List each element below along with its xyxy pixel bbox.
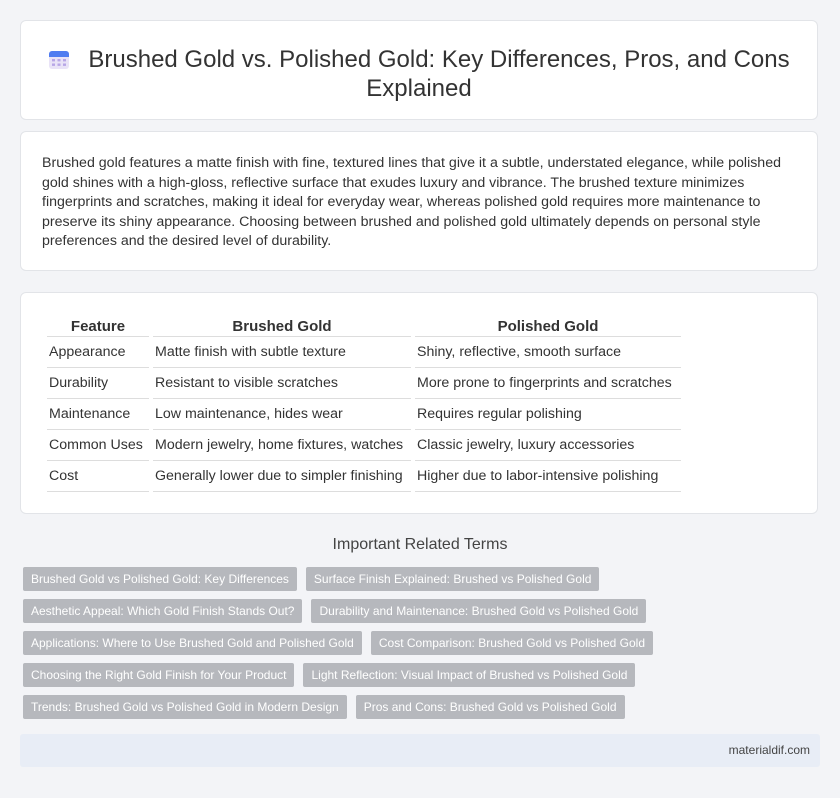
table-cell: Low maintenance, hides wear [153,399,411,430]
related-terms-title: Important Related Terms [332,536,508,553]
related-term-tag[interactable]: Applications: Where to Use Brushed Gold and Polished Gold [23,631,362,655]
table-row [47,461,681,492]
table-cell: Resistant to visible scratches [153,368,411,399]
table-cell: More prone to fingerprints and scratches [415,368,681,399]
related-term-tag[interactable]: Pros and Cons: Brushed Gold vs Polished Gold [356,695,625,719]
page-title: Brushed Gold vs. Polished Gold: Key Differences, Pros, and Cons Explained [88,46,790,102]
table-cell: Requires regular polishing [415,399,681,430]
table-header: Brushed Gold [153,315,411,337]
related-term-tag[interactable]: Durability and Maintenance: Brushed Gold vs Polished Gold [311,599,646,623]
related-term-tag[interactable]: Brushed Gold vs Polished Gold: Key Differences [23,567,297,591]
table-cell: Appearance [47,337,149,368]
intro-card [20,131,818,271]
table-cell: Maintenance [47,399,149,430]
intro-text: Brushed gold features a matte finish with fine, textured lines that give it a subtle, understated elegance, while polished gold shines with a high-gloss, reflective surface that exudes luxury and vibrance. The brushed texture minimizes fingerprints and scratches, making it ideal for everyday wear, whereas polished gold requires more maintenance to preserve its shiny appearance. Choosing between brushed and polished gold ultimately depends on personal style preferences and the desired level of durability. [42,155,781,249]
table-header: Polished Gold [415,315,681,337]
page-title-wrap [21,45,817,103]
table-row [47,399,681,430]
table-row [47,430,681,461]
tag-row [23,631,823,655]
table-cell: Generally lower due to simpler finishing [153,461,411,492]
table-cell: Cost [47,461,149,492]
table-cell: Higher due to labor-intensive polishing [415,461,681,492]
table-row [47,368,681,399]
table-row [47,337,681,368]
table-header: Feature [47,315,149,337]
related-term-tag[interactable]: Surface Finish Explained: Brushed vs Polished Gold [306,567,599,591]
table-cell: Matte finish with subtle texture [153,337,411,368]
table-cell: Modern jewelry, home fixtures, watches [153,430,411,461]
header-card [20,20,818,120]
comparison-table [43,315,685,492]
table-cell: Shiny, reflective, smooth surface [415,337,681,368]
related-terms-list [23,567,823,727]
related-term-tag[interactable]: Light Reflection: Visual Impact of Brushed vs Polished Gold [303,663,635,687]
table-cell: Durability [47,368,149,399]
related-term-tag[interactable]: Aesthetic Appeal: Which Gold Finish Stands Out? [23,599,302,623]
related-term-tag[interactable]: Cost Comparison: Brushed Gold vs Polished Gold [371,631,653,655]
tag-row [23,599,823,623]
table-cell: Classic jewelry, luxury accessories [415,430,681,461]
table-cell: Common Uses [47,430,149,461]
tag-row [23,663,823,687]
tag-row [23,695,823,719]
comparison-card [20,292,818,514]
calendar-icon [48,48,70,70]
related-term-tag[interactable]: Choosing the Right Gold Finish for Your Product [23,663,294,687]
footer [20,734,820,767]
table-header-row [47,315,681,337]
footer-site-link[interactable]: materialdif.com [728,743,810,757]
related-term-tag[interactable]: Trends: Brushed Gold vs Polished Gold in Modern Design [23,695,347,719]
tag-row [23,567,823,591]
